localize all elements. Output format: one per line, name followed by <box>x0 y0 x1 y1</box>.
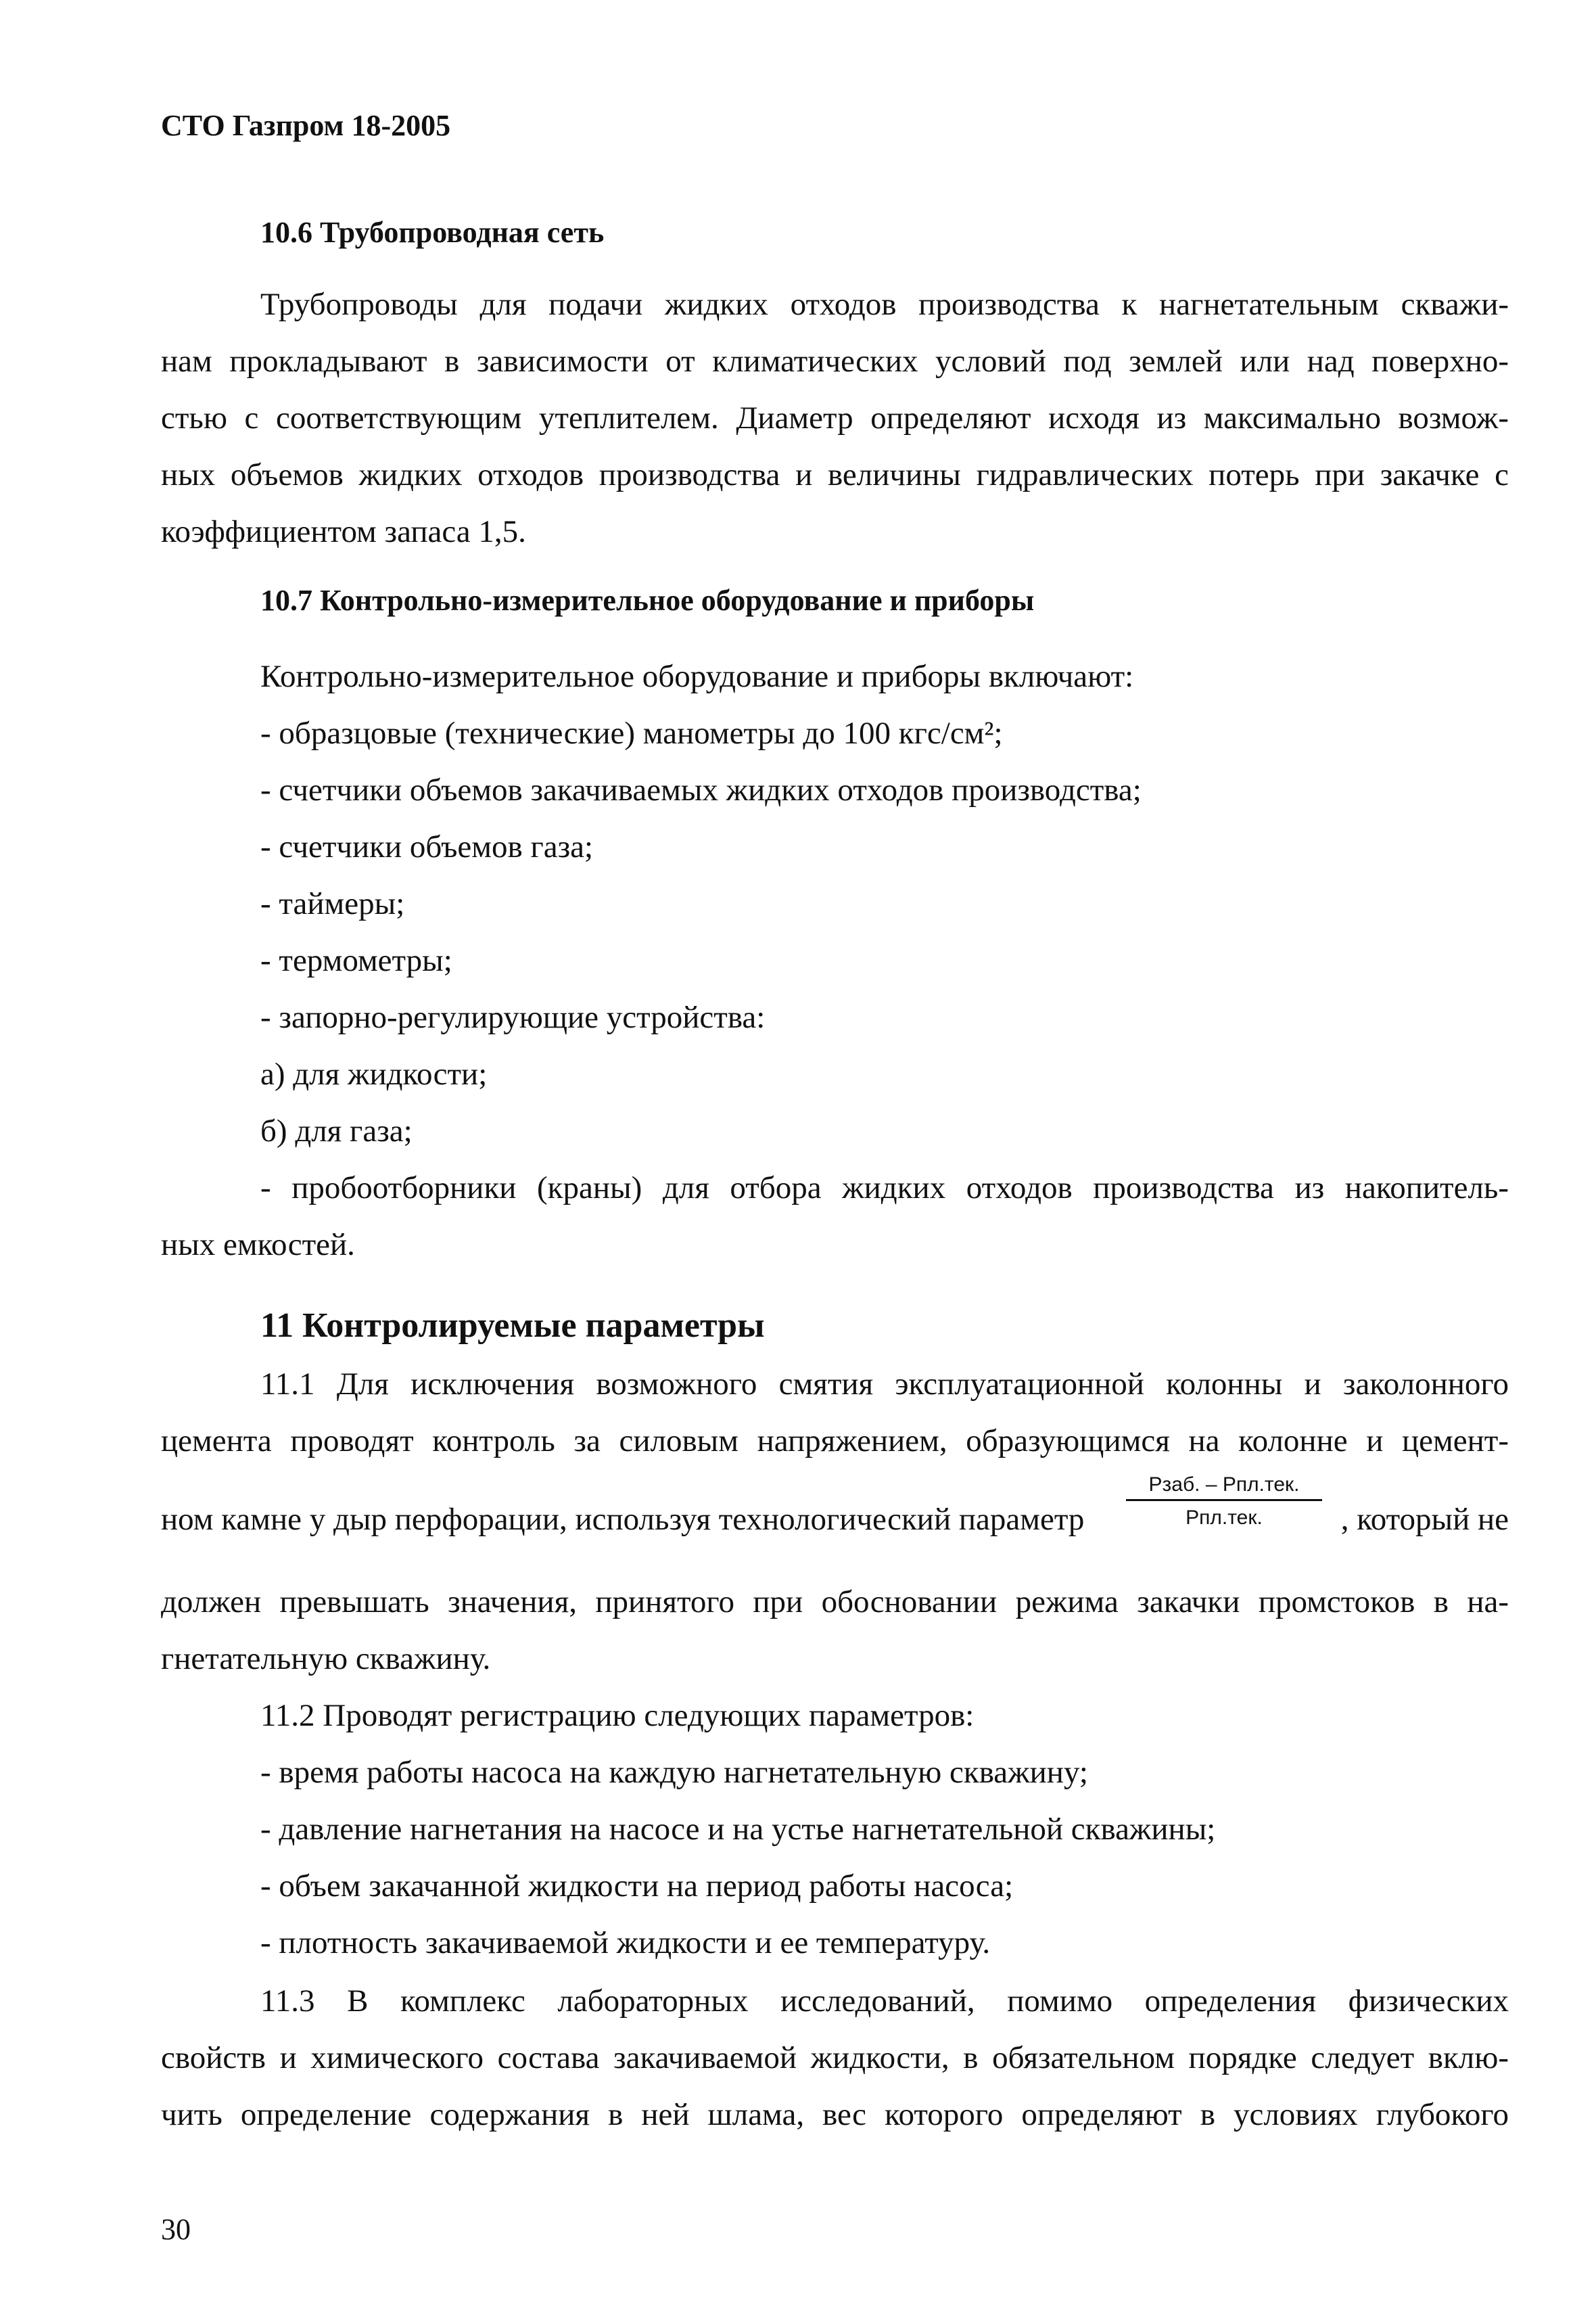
list-item: б) для газа; <box>260 1113 413 1149</box>
paragraph-line: ном камне у дыр перфорации, используя технологический параметр <box>161 1502 1085 1537</box>
paragraph-line: Трубопроводы для подачи жидких отходов производства к нагнетательным скважи- <box>260 287 1509 322</box>
paragraph-line: свойств и химического состава закачиваемой жидкости, в обязательном порядке следует вклю- <box>161 2040 1509 2075</box>
section-10-6-title: 10.6 Трубопроводная сеть <box>260 216 605 249</box>
list-item: - плотность закачиваемой жидкости и ее температуру. <box>260 1925 991 1960</box>
list-item: - образцовые (технические) манометры до 100 кгс/см²; <box>260 716 1003 751</box>
list-item: а) для жидкости; <box>260 1057 488 1092</box>
list-item: - термометры; <box>260 943 452 978</box>
paragraph-line: стью с соответствующим утеплителем. Диаметр определяют исходя из максимально возмож- <box>161 400 1509 436</box>
section-10-7-title: 10.7 Контрольно-измерительное оборудование и приборы <box>260 584 1035 617</box>
list-item: - пробоотборники (краны) для отбора жидких отходов производства из накопитель- <box>260 1170 1509 1205</box>
list-item: - счетчики объемов газа; <box>260 829 594 865</box>
paragraph-line: , который не <box>1340 1502 1509 1537</box>
paragraph-line: 11.3 В комплекс лабораторных исследований, помимо определения физических <box>260 1983 1509 2019</box>
formula-numerator: Pзаб. – Pпл.тек. <box>1126 1473 1322 1501</box>
list-item: ных емкостей. <box>161 1227 355 1262</box>
paragraph-line: ных объемов жидких отходов производства и величины гидравлических потерь при закачке с <box>161 457 1509 492</box>
list-item: - счетчики объемов закачиваемых жидких отходов производства; <box>260 773 1142 808</box>
page-number: 30 <box>161 2213 191 2246</box>
formula-denominator: Pпл.тек. <box>1186 1506 1263 1529</box>
paragraph-line: чить определение содержания в ней шлама, вес которого определяют в условиях глубокого <box>161 2097 1509 2132</box>
paragraph-line: Контрольно-измерительное оборудование и приборы включают: <box>260 659 1134 694</box>
section-11-title: 11 Контролируемые параметры <box>260 1306 765 1345</box>
document-header: СТО Газпром 18-2005 <box>161 109 451 142</box>
paragraph-line: нам прокладывают в зависимости от климатических условий под землей или над поверхно- <box>161 344 1509 379</box>
list-item: - давление нагнетания на насосе и на устье нагнетательной скважины; <box>260 1812 1216 1847</box>
list-item: - объем закачанной жидкости на период работы насоса; <box>260 1868 1014 1904</box>
list-item: - запорно-регулирующие устройства: <box>260 1000 766 1035</box>
paragraph-line: 11.1 Для исключения возможного смятия эксплуатационной колонны и заколонного <box>260 1366 1509 1402</box>
paragraph-line: 11.2 Проводят регистрацию следующих параметров: <box>260 1698 975 1733</box>
paragraph-line: коэффициентом запаса 1,5. <box>161 514 526 549</box>
paragraph-line: должен превышать значения, принятого при обосновании режима закачки промстоков в на- <box>161 1584 1509 1619</box>
formula-fraction <box>1126 1473 1322 1530</box>
list-item: - таймеры; <box>260 886 405 921</box>
list-item: - время работы насоса на каждую нагнетательную скважину; <box>260 1755 1088 1790</box>
paragraph-line: гнетательную скважину. <box>161 1641 491 1676</box>
paragraph-line: цемента проводят контроль за силовым напряжением, образующимся на колонне и цемент- <box>161 1423 1509 1458</box>
